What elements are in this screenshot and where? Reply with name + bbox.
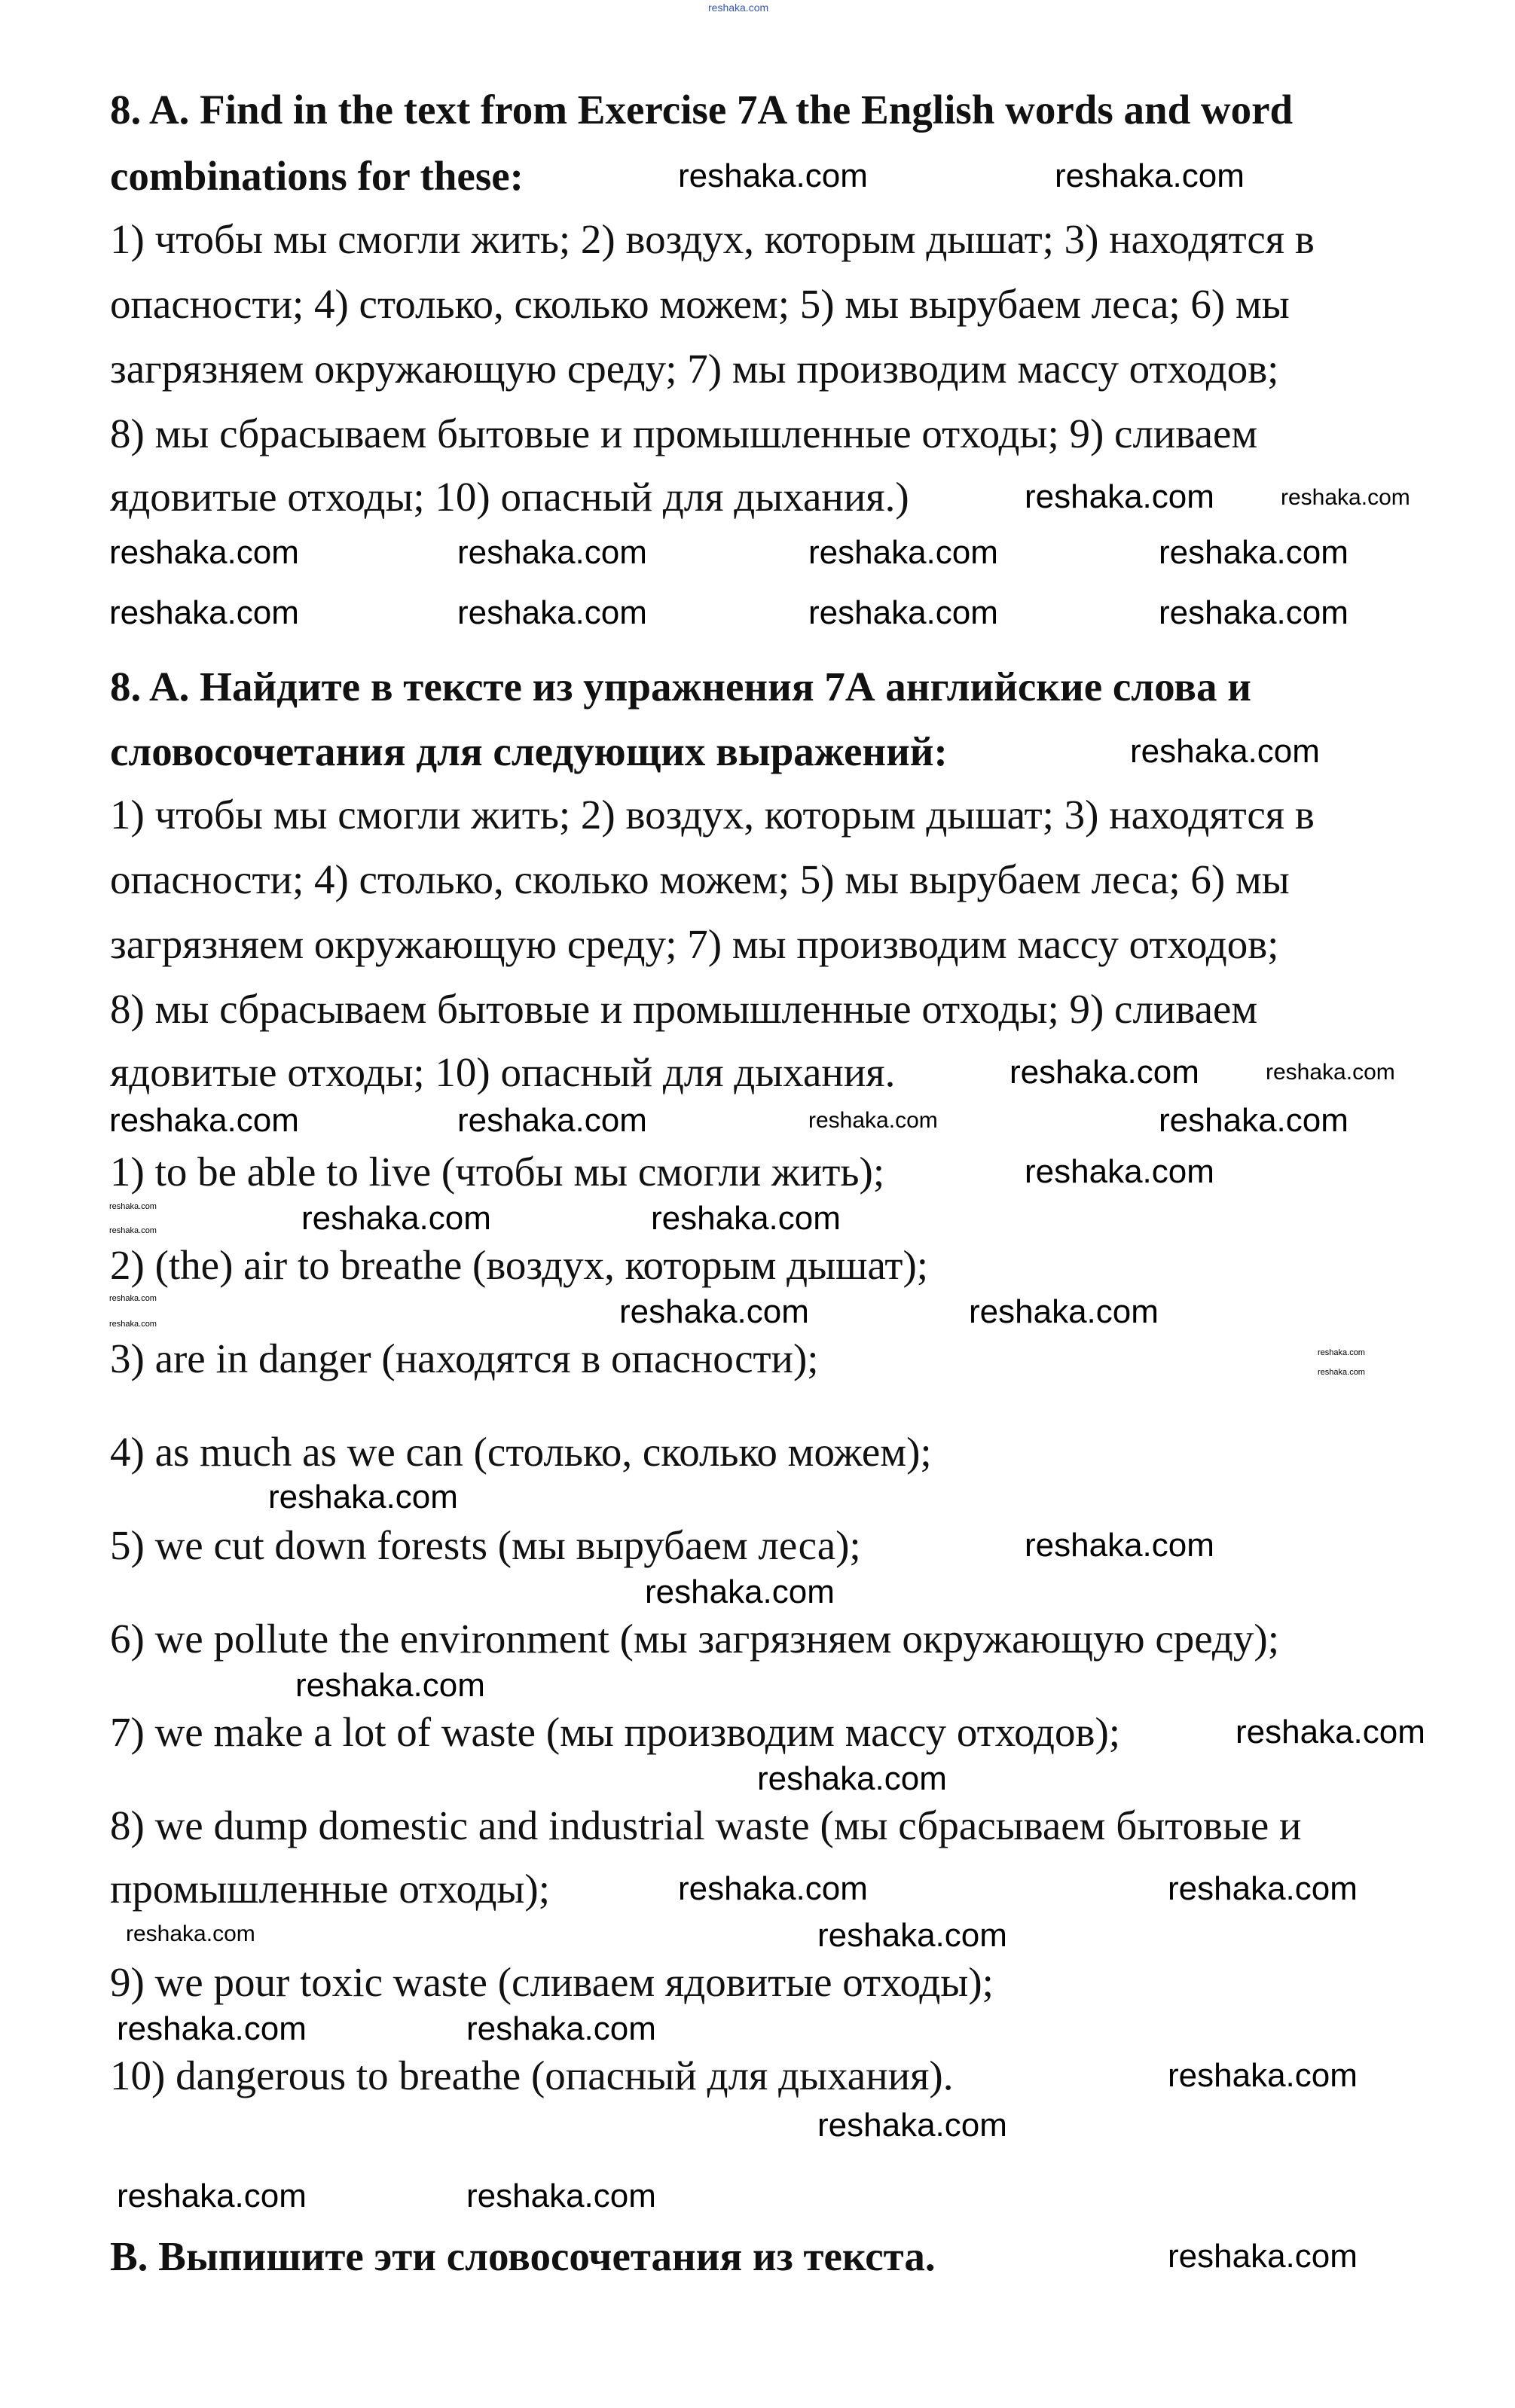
task-en-line: опасности; 4) столько, сколько можем; 5) мы вырубаем леса; 6) мы	[110, 281, 1290, 327]
answer-item: 1) to be able to live (чтобы мы смогли жить);	[110, 1149, 885, 1195]
watermark: reshaka.com	[466, 2178, 656, 2214]
watermark: reshaka.com	[1281, 485, 1410, 510]
watermark: reshaka.com	[757, 1760, 947, 1797]
watermark: reshaka.com	[808, 534, 998, 571]
task-en-heading-line1: 8. A. Find in the text from Exercise 7A the English words and word	[110, 87, 1294, 133]
answer-item-continuation: промышленные отходы);	[110, 1866, 550, 1912]
watermark: reshaka.com	[109, 534, 299, 571]
watermark: reshaka.com	[1025, 1153, 1214, 1190]
watermark: reshaka.com	[1159, 534, 1349, 571]
watermark: reshaka.com	[1168, 1870, 1358, 1907]
watermark: reshaka.com	[1168, 2057, 1358, 2094]
task-b-heading: B. Выпишите эти словосочетания из текста.	[110, 2233, 936, 2279]
watermark: reshaka.com	[651, 1200, 841, 1237]
watermark: reshaka.com	[457, 534, 647, 571]
watermark: reshaka.com	[457, 594, 647, 631]
task-ru-heading-line1: 8. A. Найдите в тексте из упражнения 7А английские слова и	[110, 664, 1251, 710]
watermark: reshaka.com	[117, 2010, 307, 2047]
answer-item: 10) dangerous to breathe (опасный для дыхания).	[110, 2052, 954, 2098]
watermark: reshaka.com	[1025, 1527, 1214, 1564]
watermark: reshaka.com	[808, 1108, 938, 1133]
watermark: reshaka.com	[457, 1102, 647, 1139]
task-ru-line: 1) чтобы мы смогли жить; 2) воздух, которым дышат; 3) находятся в	[110, 792, 1315, 838]
watermark: reshaka.com	[619, 1293, 809, 1330]
watermark: reshaka.com	[817, 1917, 1007, 1954]
task-ru-line: 8) мы сбрасываем бытовые и промышленные отходы; 9) сливаем	[110, 986, 1258, 1032]
task-ru-line: ядовитые отходы; 10) опасный для дыхания.	[110, 1049, 896, 1095]
watermark: reshaka.com	[268, 1479, 458, 1515]
watermark: reshaka.com	[678, 1870, 868, 1907]
watermark: reshaka.com	[295, 1667, 485, 1704]
task-ru-line: опасности; 4) столько, сколько можем; 5) мы вырубаем леса; 6) мы	[110, 856, 1290, 902]
watermark: reshaka.com	[1236, 1714, 1425, 1750]
answer-item: 9) we pour toxic waste (сливаем ядовитые отходы);	[110, 1959, 994, 2005]
watermark: reshaka.com	[1025, 478, 1214, 515]
watermark: reshaka.com	[109, 1226, 157, 1235]
answer-item: 3) are in danger (находятся в опасности);	[110, 1335, 819, 1381]
task-ru-heading-line2: словосочетания для следующих выражений:	[110, 728, 948, 774]
answer-item: 5) we cut down forests (мы вырубаем леса);	[110, 1522, 861, 1568]
answer-item: 6) we pollute the environment (мы загрязняем окружающую среду);	[110, 1616, 1280, 1662]
watermark: reshaka.com	[808, 594, 998, 631]
task-en-heading-line2: combinations for these:	[110, 153, 524, 199]
watermark: reshaka.com	[645, 1573, 835, 1610]
watermark: reshaka.com	[466, 2010, 656, 2047]
watermark: reshaka.com	[1055, 157, 1245, 194]
watermark: reshaka.com	[1318, 1348, 1365, 1357]
task-en-line: загрязняем окружающую среду; 7) мы производим массу отходов;	[110, 346, 1279, 392]
answer-item: 7) we make a lot of waste (мы производим массу отходов);	[110, 1709, 1121, 1755]
watermark: reshaka.com	[109, 1294, 157, 1303]
task-en-line: ядовитые отходы; 10) опасный для дыхания.)	[110, 474, 909, 520]
watermark: reshaka.com	[1009, 1054, 1199, 1091]
answer-item: 4) as much as we can (столько, сколько можем);	[110, 1429, 932, 1475]
watermark: reshaka.com	[969, 1293, 1159, 1330]
answer-item: 2) (the) air to breathe (воздух, которым дышат);	[110, 1242, 929, 1288]
task-en-line: 1) чтобы мы смогли жить; 2) воздух, которым дышат; 3) находятся в	[110, 216, 1315, 262]
watermark: reshaka.com	[1318, 1368, 1365, 1377]
watermark: reshaka.com	[301, 1200, 491, 1237]
watermark: reshaka.com	[109, 1202, 157, 1211]
answer-item: 8) we dump domestic and industrial waste (мы сбрасываем бытовые и	[110, 1802, 1302, 1848]
task-en-line: 8) мы сбрасываем бытовые и промышленные отходы; 9) сливаем	[110, 410, 1258, 456]
watermark: reshaka.com	[1266, 1060, 1395, 1085]
watermark: reshaka.com	[678, 157, 868, 194]
watermark: reshaka.com	[708, 2, 769, 14]
watermark: reshaka.com	[117, 2178, 307, 2214]
watermark: reshaka.com	[109, 1320, 157, 1329]
task-ru-line: загрязняем окружающую среду; 7) мы производим массу отходов;	[110, 921, 1279, 967]
watermark: reshaka.com	[109, 594, 299, 631]
watermark: reshaka.com	[109, 1102, 299, 1139]
watermark: reshaka.com	[1159, 1102, 1349, 1139]
watermark: reshaka.com	[1130, 733, 1320, 770]
watermark: reshaka.com	[1159, 594, 1349, 631]
watermark: reshaka.com	[817, 2107, 1007, 2144]
watermark: reshaka.com	[1168, 2238, 1358, 2275]
watermark: reshaka.com	[126, 1921, 255, 1946]
